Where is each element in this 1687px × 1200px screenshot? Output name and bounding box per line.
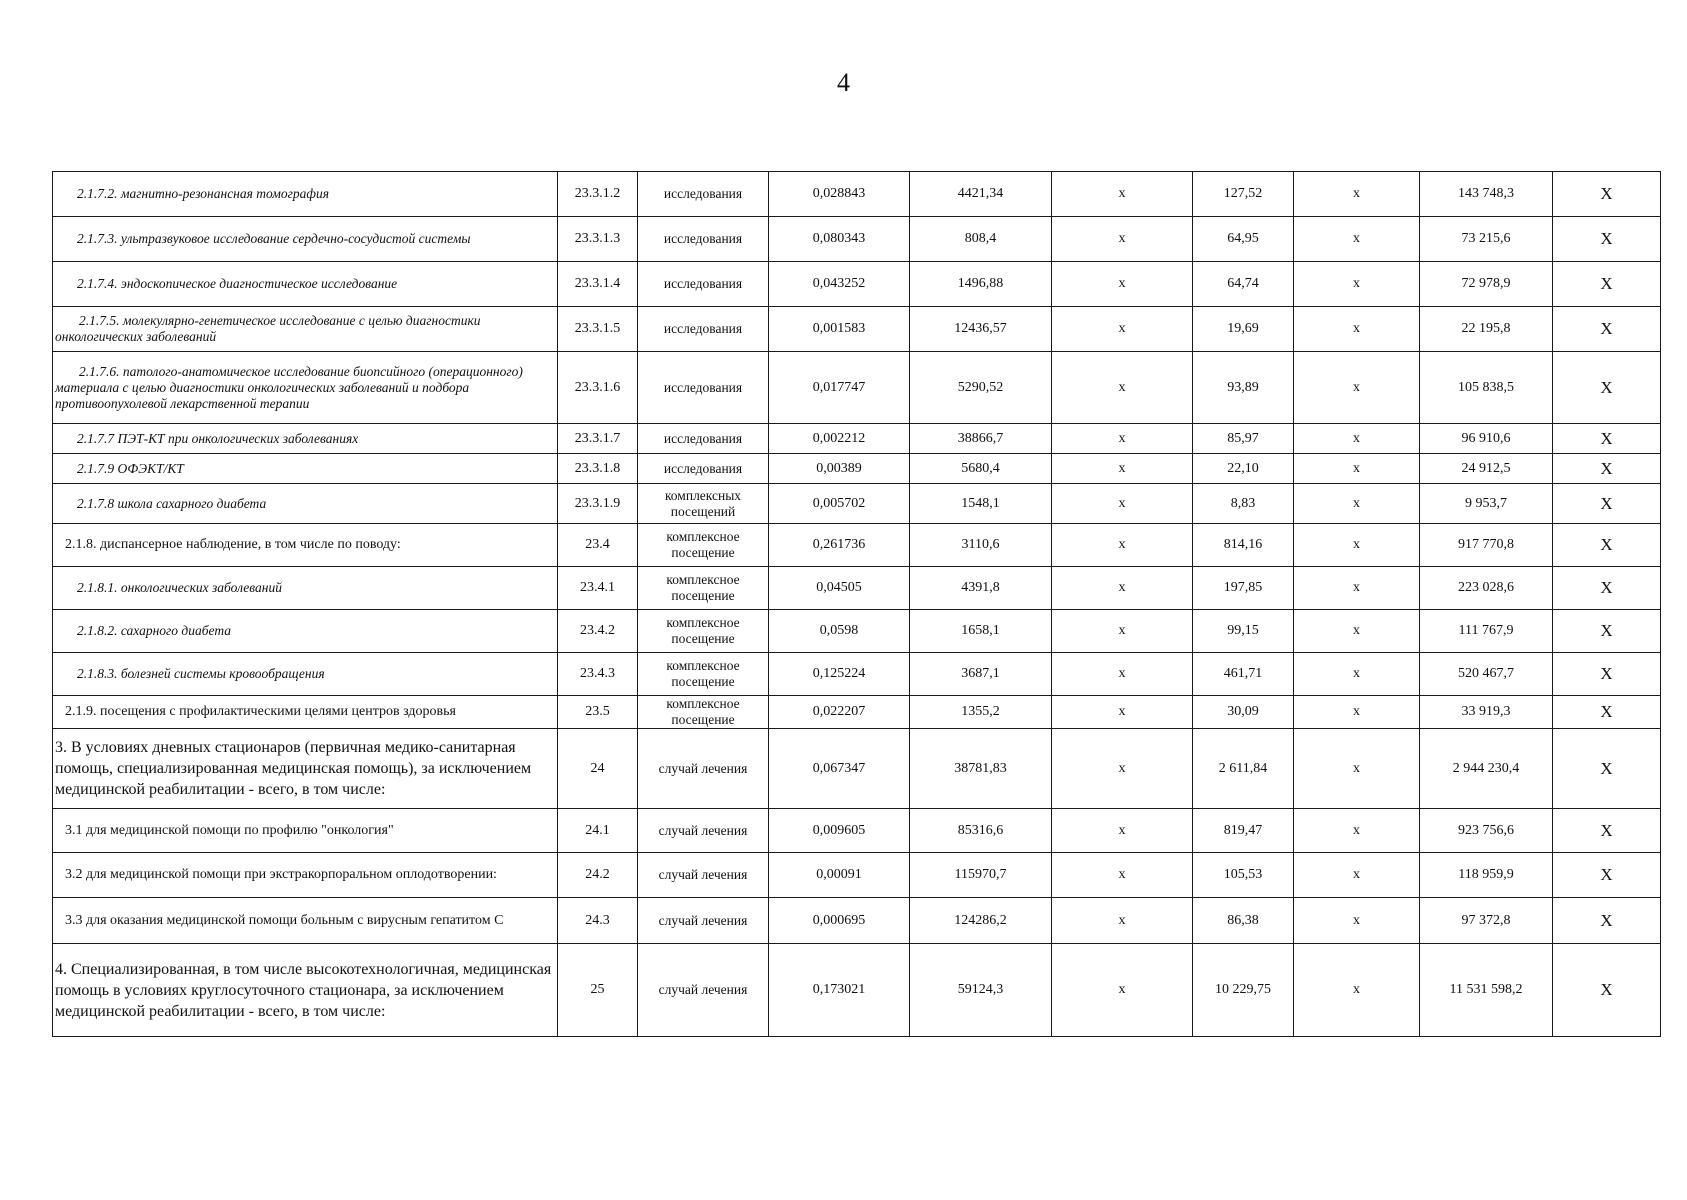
row-cost: 59124,3: [910, 944, 1052, 1037]
row-code: 23.4: [558, 524, 638, 567]
row-unit: исследования: [638, 262, 769, 307]
row-col9: 72 978,9: [1420, 262, 1553, 307]
row-unit: комплексных посещений: [638, 484, 769, 524]
row-col10: X: [1553, 484, 1661, 524]
row-col7: 86,38: [1193, 898, 1294, 944]
row-name: [53, 352, 558, 424]
row-cost: 115970,7: [910, 853, 1052, 898]
row-norm: 0,043252: [769, 262, 910, 307]
row-col10: X: [1553, 567, 1661, 610]
row-col7: 64,95: [1193, 217, 1294, 262]
row-unit: случай лечения: [638, 729, 769, 809]
row-name: 2.1.8.3. болезней системы кровообращения: [53, 653, 558, 696]
row-unit: исследования: [638, 217, 769, 262]
row-unit: комплексное посещение: [638, 653, 769, 696]
row-name: 2.1.7.2. магнитно-резонансная томография: [53, 172, 558, 217]
row-cost: 5680,4: [910, 454, 1052, 484]
row-unit: случай лечения: [638, 853, 769, 898]
row-norm: 0,001583: [769, 307, 910, 352]
table-row: [53, 567, 1661, 610]
table-row: [53, 898, 1661, 944]
row-col8: x: [1294, 172, 1420, 217]
table-row: [53, 307, 1661, 352]
row-name: 2.1.8.1. онкологических заболеваний: [53, 567, 558, 610]
row-norm: 0,005702: [769, 484, 910, 524]
row-norm: 0,000695: [769, 898, 910, 944]
row-col8: x: [1294, 484, 1420, 524]
row-col7: 64,74: [1193, 262, 1294, 307]
row-col10: X: [1553, 352, 1661, 424]
row-name: [53, 307, 558, 352]
row-col9: 105 838,5: [1420, 352, 1553, 424]
row-cost: 85316,6: [910, 809, 1052, 853]
table-row: [53, 172, 1661, 217]
table-row: [53, 729, 1661, 809]
row-cost: 4391,8: [910, 567, 1052, 610]
table-row: [53, 352, 1661, 424]
row-col9: 24 912,5: [1420, 454, 1553, 484]
row-col10: X: [1553, 729, 1661, 809]
row-col6: x: [1052, 898, 1193, 944]
row-col8: x: [1294, 262, 1420, 307]
row-col6: x: [1052, 610, 1193, 653]
row-norm: 0,261736: [769, 524, 910, 567]
row-col7: 2 611,84: [1193, 729, 1294, 809]
row-cost: 124286,2: [910, 898, 1052, 944]
row-norm: 0,009605: [769, 809, 910, 853]
table-row: [53, 524, 1661, 567]
row-unit: случай лечения: [638, 809, 769, 853]
row-col6: x: [1052, 653, 1193, 696]
norms-table: [52, 171, 1661, 1037]
row-unit: исследования: [638, 352, 769, 424]
row-code: 24.1: [558, 809, 638, 853]
row-col10: X: [1553, 853, 1661, 898]
row-norm: 0,0598: [769, 610, 910, 653]
row-code: 23.3.1.9: [558, 484, 638, 524]
row-name: 2.1.8.2. сахарного диабета: [53, 610, 558, 653]
row-name: 3.3 для оказания медицинской помощи больным с вирусным гепатитом С: [53, 898, 558, 944]
row-cost: 4421,34: [910, 172, 1052, 217]
row-col10: X: [1553, 424, 1661, 454]
row-cost: 5290,52: [910, 352, 1052, 424]
row-unit: исследования: [638, 307, 769, 352]
row-col8: x: [1294, 809, 1420, 853]
row-col7: 10 229,75: [1193, 944, 1294, 1037]
row-unit: комплексное посещение: [638, 524, 769, 567]
row-col6: x: [1052, 352, 1193, 424]
row-col9: 917 770,8: [1420, 524, 1553, 567]
row-name: 3. В условиях дневных стационаров (первичная медико-санитарная помощь, специализированная медицинская помощь), за исключением медицинской реабилитации - всего, в том числе:: [53, 729, 558, 809]
row-col10: X: [1553, 610, 1661, 653]
row-col9: 97 372,8: [1420, 898, 1553, 944]
row-code: 23.3.1.6: [558, 352, 638, 424]
row-col8: x: [1294, 524, 1420, 567]
row-code: 23.3.1.5: [558, 307, 638, 352]
table-row: [53, 944, 1661, 1037]
table-row: [53, 484, 1661, 524]
table-row: [53, 424, 1661, 454]
row-code: 23.4.2: [558, 610, 638, 653]
row-col9: 118 959,9: [1420, 853, 1553, 898]
row-name: 3.1 для медицинской помощи по профилю "онкология": [53, 809, 558, 853]
row-code: 24.2: [558, 853, 638, 898]
row-cost: 38781,83: [910, 729, 1052, 809]
table-row: [53, 696, 1661, 729]
row-norm: 0,067347: [769, 729, 910, 809]
row-unit: комплексное посещение: [638, 610, 769, 653]
row-cost: 12436,57: [910, 307, 1052, 352]
row-name-text: 2.1.7.6. патолого-анатомическое исследование биопсийного (операционного) материала с целью диагностики онкологических заболеваний и подбора противоопухолевой лекарственной терапии: [55, 363, 523, 411]
row-unit: исследования: [638, 172, 769, 217]
row-col7: 105,53: [1193, 853, 1294, 898]
row-code: 23.3.1.8: [558, 454, 638, 484]
row-col6: x: [1052, 567, 1193, 610]
row-col8: x: [1294, 729, 1420, 809]
row-col9: 2 944 230,4: [1420, 729, 1553, 809]
row-unit: исследования: [638, 424, 769, 454]
row-col7: 819,47: [1193, 809, 1294, 853]
row-col8: x: [1294, 610, 1420, 653]
row-col6: x: [1052, 172, 1193, 217]
table-row: [53, 454, 1661, 484]
row-code: 24.3: [558, 898, 638, 944]
row-col6: x: [1052, 729, 1193, 809]
row-code: 23.5: [558, 696, 638, 729]
row-col8: x: [1294, 944, 1420, 1037]
row-col9: 96 910,6: [1420, 424, 1553, 454]
row-col10: X: [1553, 898, 1661, 944]
row-code: 24: [558, 729, 638, 809]
row-name: 2.1.8. диспансерное наблюдение, в том числе по поводу:: [53, 524, 558, 567]
row-col9: 143 748,3: [1420, 172, 1553, 217]
row-name: 2.1.9. посещения с профилактическими целями центров здоровья: [53, 696, 558, 729]
row-col7: 22,10: [1193, 454, 1294, 484]
row-col9: 520 467,7: [1420, 653, 1553, 696]
row-col10: X: [1553, 809, 1661, 853]
table-row: [53, 853, 1661, 898]
row-code: 23.4.3: [558, 653, 638, 696]
row-code: 23.3.1.7: [558, 424, 638, 454]
row-cost: 808,4: [910, 217, 1052, 262]
row-col10: X: [1553, 653, 1661, 696]
row-col10: X: [1553, 307, 1661, 352]
row-col9: 22 195,8: [1420, 307, 1553, 352]
row-col8: x: [1294, 307, 1420, 352]
row-col6: x: [1052, 454, 1193, 484]
row-col10: X: [1553, 696, 1661, 729]
row-col9: 223 028,6: [1420, 567, 1553, 610]
table-row: [53, 809, 1661, 853]
row-col7: 93,89: [1193, 352, 1294, 424]
row-norm: 0,028843: [769, 172, 910, 217]
row-col8: x: [1294, 898, 1420, 944]
row-cost: 1658,1: [910, 610, 1052, 653]
row-col9: 73 215,6: [1420, 217, 1553, 262]
row-unit: комплексное посещение: [638, 567, 769, 610]
table-row: [53, 610, 1661, 653]
page-number: 4: [837, 68, 850, 97]
row-col6: x: [1052, 217, 1193, 262]
row-norm: 0,080343: [769, 217, 910, 262]
row-col7: 19,69: [1193, 307, 1294, 352]
row-norm: 0,125224: [769, 653, 910, 696]
row-col6: x: [1052, 262, 1193, 307]
row-name: 2.1.7.3. ультразвуковое исследование сердечно-сосудистой системы: [53, 217, 558, 262]
row-col7: 461,71: [1193, 653, 1294, 696]
row-col8: x: [1294, 217, 1420, 262]
row-col8: x: [1294, 696, 1420, 729]
row-name: 2.1.7.4. эндоскопическое диагностическое исследование: [53, 262, 558, 307]
row-col7: 8,83: [1193, 484, 1294, 524]
row-norm: 0,04505: [769, 567, 910, 610]
row-col6: x: [1052, 809, 1193, 853]
row-col10: X: [1553, 262, 1661, 307]
row-col10: X: [1553, 172, 1661, 217]
row-col6: x: [1052, 524, 1193, 567]
row-col6: x: [1052, 307, 1193, 352]
row-name: 4. Специализированная, в том числе высокотехнологичная, медицинская помощь в условиях круглосуточного стационара, за исключением медицинской реабилитации - всего, в том числе:: [53, 944, 558, 1037]
row-col8: x: [1294, 352, 1420, 424]
row-norm: 0,173021: [769, 944, 910, 1037]
row-code: 25: [558, 944, 638, 1037]
row-col8: x: [1294, 653, 1420, 696]
row-col9: 111 767,9: [1420, 610, 1553, 653]
row-col7: 814,16: [1193, 524, 1294, 567]
row-col7: 127,52: [1193, 172, 1294, 217]
row-col6: x: [1052, 484, 1193, 524]
row-col10: X: [1553, 944, 1661, 1037]
row-col10: X: [1553, 454, 1661, 484]
row-code: 23.4.1: [558, 567, 638, 610]
table-body: [53, 172, 1661, 1037]
row-norm: 0,00389: [769, 454, 910, 484]
row-col9: 33 919,3: [1420, 696, 1553, 729]
row-cost: 3110,6: [910, 524, 1052, 567]
table-row: [53, 262, 1661, 307]
row-col10: X: [1553, 524, 1661, 567]
row-col9: 11 531 598,2: [1420, 944, 1553, 1037]
row-cost: 1355,2: [910, 696, 1052, 729]
row-code: 23.3.1.2: [558, 172, 638, 217]
row-col7: 85,97: [1193, 424, 1294, 454]
row-unit: исследования: [638, 454, 769, 484]
row-unit: случай лечения: [638, 944, 769, 1037]
row-col6: x: [1052, 853, 1193, 898]
row-col8: x: [1294, 567, 1420, 610]
table-row: [53, 653, 1661, 696]
row-cost: 38866,7: [910, 424, 1052, 454]
row-unit: случай лечения: [638, 898, 769, 944]
row-col6: x: [1052, 944, 1193, 1037]
row-code: 23.3.1.4: [558, 262, 638, 307]
row-code: 23.3.1.3: [558, 217, 638, 262]
row-cost: 1548,1: [910, 484, 1052, 524]
row-col6: x: [1052, 424, 1193, 454]
row-col8: x: [1294, 424, 1420, 454]
row-col9: 923 756,6: [1420, 809, 1553, 853]
row-name-text: 2.1.7.5. молекулярно-генетическое исследование с целью диагностики онкологических заболеваний: [55, 313, 481, 344]
row-col8: x: [1294, 454, 1420, 484]
row-name: 2.1.7.8 школа сахарного диабета: [53, 484, 558, 524]
row-col7: 30,09: [1193, 696, 1294, 729]
row-col10: X: [1553, 217, 1661, 262]
row-name: 2.1.7.9 ОФЭКТ/КТ: [53, 454, 558, 484]
row-norm: 0,022207: [769, 696, 910, 729]
row-cost: 1496,88: [910, 262, 1052, 307]
row-cost: 3687,1: [910, 653, 1052, 696]
row-unit: комплексное посещение: [638, 696, 769, 729]
row-col6: x: [1052, 696, 1193, 729]
row-col7: 197,85: [1193, 567, 1294, 610]
row-norm: 0,002212: [769, 424, 910, 454]
table-row: [53, 217, 1661, 262]
row-col9: 9 953,7: [1420, 484, 1553, 524]
row-name: 3.2 для медицинской помощи при экстракорпоральном оплодотворении:: [53, 853, 558, 898]
row-norm: 0,00091: [769, 853, 910, 898]
row-col8: x: [1294, 853, 1420, 898]
row-col7: 99,15: [1193, 610, 1294, 653]
row-norm: 0,017747: [769, 352, 910, 424]
row-name: 2.1.7.7 ПЭТ-КТ при онкологических заболеваниях: [53, 424, 558, 454]
